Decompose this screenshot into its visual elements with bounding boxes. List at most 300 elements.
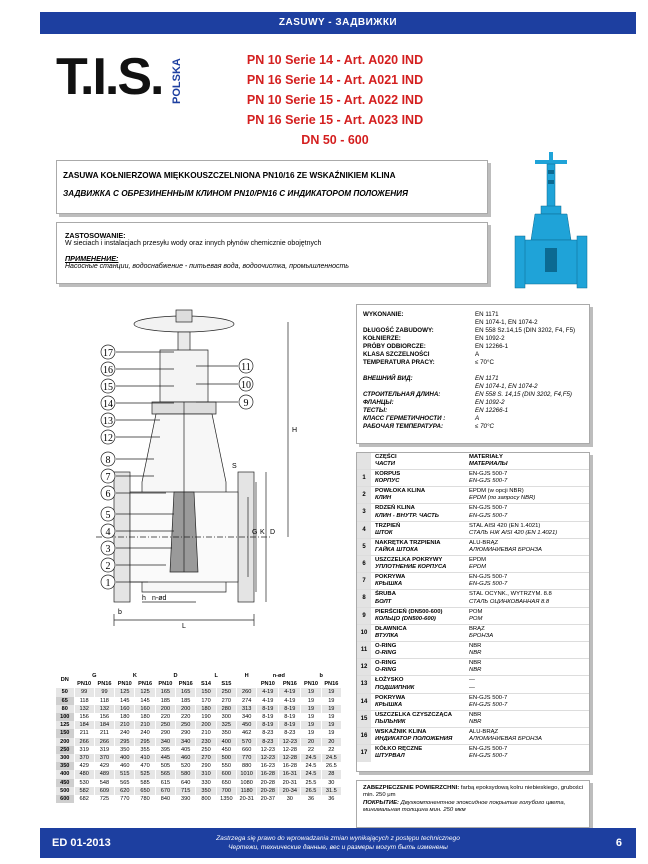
dim-cell: 16-23 [257,762,279,770]
part-name-ru: O-RING [375,667,397,674]
parts-row [357,521,589,539]
coating-heading-ru: ПОКРЫТИЕ: [363,799,399,806]
dn-cell: 65 [56,697,74,705]
parts-row [357,589,589,607]
dim-cell: 274 [237,697,257,705]
sub-header: PN16 [135,680,155,688]
part-number: 11 [357,642,371,659]
dim-cell: 8-19 [279,721,301,729]
dim-cell: 12-23 [257,754,279,762]
callout-8: 8 [105,455,111,466]
footer-note-ru: Чертежи, технические данные, вес и размеры могут быть изменены [228,844,448,851]
dim-cell: 340 [176,738,196,746]
material-pl: EN-GJS 500-7 [469,746,508,753]
dn-cell: 125 [56,721,74,729]
spec-row-ru: РАБОЧАЯ ТЕМПЕРАТУРА: ≤ 70°C [363,423,494,430]
part-name-pl: O-RING [375,660,397,667]
dim-cell: 20 [301,738,321,746]
part-name-pl: POKRYWA [375,694,406,701]
dim-cell: 505 [155,762,175,770]
company-logo [56,48,186,106]
spec-row-ru: EN 1074-1, EN 1074-2 [475,383,538,390]
dim-cell: 480 [74,770,94,778]
dim-cell: 19 [301,688,321,696]
dim-cell: 725 [94,795,114,803]
dim-cell: 12-28 [279,746,301,754]
callout-5: 5 [105,510,111,521]
material-pl: EN-GJS 500-7 [469,574,508,581]
spec-row: TEMPERATURA PRACY: ≤ 70°C [363,359,494,366]
logo-brand: T.I.S. [56,48,163,106]
spec-row-ru: ФЛАНЦЫ: EN 1092-2 [363,399,505,406]
material-pl: ALU-BRĄZ [469,729,499,735]
part-name-pl: POKRYWA [375,574,406,581]
material-pl: NBR [469,643,482,649]
sub-header: PN10 [74,680,94,688]
coating-text-pl: farbą epoksydową kolru niebieskiego, grubości min. 250 μm [363,785,583,799]
dim-cell: 184 [74,721,94,729]
callout-6: 6 [105,489,111,500]
dim-cell: 300 [216,713,236,721]
part-name-ru: ГАЙКА ШТОКА [375,547,419,553]
parts-row [357,503,589,521]
dim-cell: 165 [155,688,175,696]
dim-cell: 260 [237,688,257,696]
parts-row [357,572,589,590]
callout-1: 1 [105,578,111,589]
dn-cell: 500 [56,787,74,795]
dim-cell: 118 [94,697,114,705]
callout-16: 16 [103,365,113,376]
dim-cell: 19 [321,713,341,721]
dim-cell: 650 [135,787,155,795]
dim-cell: 400 [216,738,236,746]
dim-cell: 125 [115,688,135,696]
dim-cell: 12-23 [257,746,279,754]
material-ru: — [469,684,475,691]
dim-cell: 24.5 [301,754,321,762]
material-pl: EPDM [469,557,487,563]
dim-cell: 19 [321,729,341,737]
dim-cell: 350 [196,787,216,795]
dim-cell: 250 [216,688,236,696]
dim-cell: 450 [216,746,236,754]
part-number: 6 [357,556,371,573]
dim-cell: 8-23 [279,729,301,737]
dim-cell: 132 [74,705,94,713]
dim-cell: 266 [74,738,94,746]
section-title: ZASUWY - ЗАДВИЖКИ [40,12,636,34]
dim-cell: 211 [94,729,114,737]
callout-7: 7 [105,472,111,483]
dim-cell: 280 [216,705,236,713]
material-ru: NBR [469,719,482,725]
dim-cell: 19 [321,697,341,705]
part-name-ru: ШТУРВАЛ [375,753,405,760]
material-ru: POM [469,615,483,622]
parts-row [357,624,589,642]
dim-cell: 36 [321,795,341,803]
sub-header: S14 [196,680,216,688]
dim-cell: 8-19 [279,713,301,721]
part-number: 16 [357,728,371,745]
part-number: 1 [357,470,371,487]
dim-cell: 210 [196,729,216,737]
dim-cell: 670 [155,787,175,795]
dim-cell: 240 [115,729,135,737]
spec-row-ru: КЛАСС ГЕРМЕТИЧНОСТИ : A [363,415,480,422]
dn-cell: 150 [56,729,74,737]
part-name-pl: ŁOŻYSKO [375,677,404,684]
part-name-ru: БОЛТ [375,598,392,605]
dim-row [56,688,342,696]
part-name-pl: DŁAWNICA [375,625,407,632]
dim-cell: 290 [155,729,175,737]
dim-cell: 24.5 [321,754,341,762]
dim-cell: 290 [196,762,216,770]
material-ru: EN-GJS 500-7 [469,701,508,708]
part-name-ru: КЛИН - ВНУТР. ЧАСТЬ [375,512,439,519]
sub-header: PN10 [155,680,175,688]
material-ru: СТАЛЬ НЖ AISI 420 (EN 1.4021) [469,529,558,536]
callout-12: 12 [103,433,113,444]
application-heading-pl: ZASTOSOWANIE: [65,231,126,240]
dim-cell: 132 [94,705,114,713]
dim-cell: 325 [216,721,236,729]
spec-row: EN 1074-1, EN 1074-2 [475,319,538,326]
dim-cell: 240 [135,729,155,737]
parts-row [357,469,589,487]
dim-cell: 582 [74,787,94,795]
col-L: L [196,672,237,680]
part-number: 14 [357,694,371,711]
part-name-ru: КРЫШКА [375,701,403,708]
dim-cell: 429 [74,762,94,770]
dim-row [56,754,342,762]
part-name-ru: ИНДИКАТОР ПОЛОЖЕНИЯ [375,736,453,743]
dim-D: D [270,529,276,536]
part-name-ru: ПОДШИПНИК [375,684,415,691]
application-heading-ru: ПРИМЕНЕНИЕ: [65,254,119,263]
part-name-pl: RDZEŃ KLINA [375,505,415,512]
material-pl: POM [469,608,483,615]
dim-cell: 26.5 [301,787,321,795]
col-D: D [155,672,196,680]
material-pl: EN-GJS 500-7 [469,505,508,512]
dim-cell: 230 [196,738,216,746]
dim-cell: 470 [135,762,155,770]
material-ru: EN-GJS 500-7 [469,478,508,485]
specifications-box [356,304,590,444]
dim-cell: 520 [176,762,196,770]
dim-cell: 780 [135,795,155,803]
top-header [0,0,648,40]
dim-cell: 600 [216,770,236,778]
dim-S: S [232,463,237,470]
dim-cell: 19 [301,729,321,737]
dim-cell: 585 [135,779,155,787]
part-number: 10 [357,625,371,642]
part-number: 17 [357,745,371,762]
dim-cell: 211 [74,729,94,737]
dn-cell: 400 [56,770,74,778]
dim-cell: 370 [74,754,94,762]
part-name-ru: КОРПУС [375,478,400,485]
part-name-ru: КРЫШКА [375,581,403,588]
dim-cell: 460 [115,762,135,770]
material-pl: EN-GJS 500-7 [469,694,508,701]
dim-cell: 8-19 [257,705,279,713]
footer [40,828,636,858]
part-name-pl: TRZPIEŃ [375,522,401,529]
sub-header: PN16 [94,680,114,688]
part-name-ru: КЛИН [375,495,392,502]
part-name-pl: PIERŚCIEŃ (DN500-600) [375,608,443,615]
dim-row [56,713,342,721]
dim-cell: 160 [135,705,155,713]
dim-cell: 460 [176,754,196,762]
dim-cell: 800 [196,795,216,803]
dim-cell: 19 [301,697,321,705]
dim-cell: 170 [196,697,216,705]
dim-cell: 880 [237,762,257,770]
dim-cell: 36 [301,795,321,803]
material-ru: АЛЮМИНИЕВАЯ БРОНЗА [469,547,542,553]
parts-row [357,555,589,573]
dim-cell: 462 [237,729,257,737]
callout-10: 10 [241,380,251,391]
dim-cell: 156 [74,713,94,721]
dim-cell: 28 [321,770,341,778]
dim-cell: 19 [301,705,321,713]
callout-14: 14 [103,399,113,410]
dim-cell: 200 [196,721,216,729]
dim-cell: 156 [94,713,114,721]
sub-header: PN16 [321,680,341,688]
application-text-pl: W sieciach i instalacjach przesyłu wody oraz innych płynów chemicznie obojętnych [65,240,322,247]
dim-cell: 319 [94,746,114,754]
dim-G: G [252,529,258,536]
material-pl: NBR [469,660,482,667]
dim-cell: 30 [279,795,301,803]
dn-cell: 250 [56,746,74,754]
part-name-pl: USZCZELKA CZYSZCZĄCA [375,711,453,718]
dim-cell: 355 [135,746,155,754]
sub-header: PN16 [176,680,196,688]
description-pl: ZASUWA KOŁNIERZOWA MIĘKKOUSZCZELNIONA PN10/16 ZE WSKAŹNIKIEM KLINA [63,171,396,180]
parts-row [357,675,589,693]
material-pl: STAL AISI 420 (EN 1.4021) [469,522,541,529]
dim-b: b [118,609,122,616]
spec-row: KLASA SZCZELNOŚCI A [363,351,480,358]
dim-cell: 370 [94,754,114,762]
col-K: K [115,672,156,680]
dim-cell: 24.5 [301,770,321,778]
callout-4: 4 [105,527,111,538]
dim-cell: 340 [237,713,257,721]
dn-cell: 80 [56,705,74,713]
part-number: 13 [357,676,371,693]
parts-materials-table [356,452,590,772]
dim-cell: 682 [74,795,94,803]
part-name-pl: O-RING [375,643,397,649]
dim-cell: 4-19 [257,697,279,705]
title-line-1: PN 10 Serie 14 - Art. A020 IND [246,53,424,67]
part-number: 9 [357,608,371,625]
dim-cell: 410 [135,754,155,762]
dim-cell: 580 [176,770,196,778]
spec-row: DŁUGOŚĆ ZABUDOWY: EN 558 Sz.14,15 (DIN 3202, F4, F5) [363,327,576,334]
dim-cell: 145 [115,697,135,705]
title-line-4: PN 16 Serie 15 - Art. A023 IND [246,113,424,127]
spec-row: KOŁNIERZE: EN 1092-2 [363,335,505,342]
parts-row [357,710,589,728]
dim-cell: 400 [115,754,135,762]
dim-cell: 22 [301,746,321,754]
footer-note-pl: Zastrzega się prawo do wprowadzania zmian wynikających z postępu technicznego [216,835,460,842]
part-name-ru: ШТОК [375,529,393,536]
part-name-pl: POWŁOKA KLINA [375,488,426,495]
spec-row: PRÓBY ODBIORCZE: EN 12266-1 [363,343,509,350]
part-name-ru: O-RING [375,650,397,657]
part-name-pl: KORPUS [375,471,401,477]
callout-11: 11 [241,362,251,373]
svg-text:POLSKA: POLSKA [171,58,183,104]
material-ru: NBR [469,650,482,657]
dim-cell: 565 [155,770,175,778]
parts-row [357,693,589,711]
parts-row [357,658,589,676]
edition: ED 01-2013 [52,837,111,849]
dim-cell: 200 [155,705,175,713]
page-number: 6 [615,837,622,849]
spec-row: WYKONANIE: EN 1171 [363,311,499,318]
dim-cell: 30 [321,779,341,787]
dim-cell: 20-28 [257,779,279,787]
callout-13: 13 [103,416,113,427]
part-name-ru: УПЛОТНЕНИЕ КОРПУСА [375,564,447,571]
dim-cell: 390 [176,795,196,803]
dim-cell: 8-19 [279,705,301,713]
dim-cell: 99 [94,688,114,696]
description-ru: ЗАДВИЖКА С ОБРЕЗИНЕННЫМ КЛИНОМ PN10/PN16 С ИНДИКАТОРОМ ПОЛОЖЕНИЯ [63,189,408,198]
dim-cell: 12-23 [279,738,301,746]
dn-cell: 200 [56,738,74,746]
spec-row-ru: СТРОИТЕЛЬНАЯ ДЛИНА: EN 558 S. 14,15 (DIN 3202, F4,F5) [363,391,572,398]
dim-cell: 180 [196,705,216,713]
dim-cell: 295 [115,738,135,746]
callout-17: 17 [103,348,113,359]
part-number: 5 [357,539,371,556]
dim-cell: 8-23 [257,729,279,737]
dim-cell: 20-34 [279,787,301,795]
dim-cell: 770 [237,754,257,762]
dim-cell: 150 [196,688,216,696]
dim-cell: 185 [176,697,196,705]
dim-cell: 609 [94,787,114,795]
title-line-2: PN 16 Serie 14 - Art. A021 IND [246,73,424,87]
dim-cell: 16-31 [279,770,301,778]
dim-cell: 250 [196,746,216,754]
dim-cell: 770 [115,795,135,803]
title-line-3: PN 10 Serie 15 - Art. A022 IND [246,93,424,107]
dim-H: H [292,427,298,434]
dim-cell: 313 [237,705,257,713]
dim-row [56,787,342,795]
sub-header [237,680,257,688]
col-b: b [301,672,342,680]
material-ru: NBR [469,667,482,674]
dim-cell: 20 [321,738,341,746]
parts-row [357,486,589,504]
dim-cell: 660 [237,746,257,754]
logo-polska-mark [166,48,186,106]
technical-drawing [56,302,342,670]
dim-L: L [182,623,186,630]
dim-cell: 24.5 [301,762,321,770]
spec-row-ru: ТЕСТЫ: EN 12266-1 [363,407,509,414]
dim-cell: 19 [301,713,321,721]
product-titles [200,50,470,150]
sub-header: PN10 [257,680,279,688]
material-ru: БРОНЗА [469,633,494,639]
dim-cell: 840 [155,795,175,803]
material-pl: ALU-BRĄZ [469,539,499,546]
dim-row [56,762,342,770]
dim-cell: 8-19 [257,721,279,729]
application-box [56,222,488,284]
dim-cell: 445 [155,754,175,762]
dim-cell: 16-28 [279,762,301,770]
parts-header: CZĘŚCI ЧАСТИ MATERIAŁY МАТЕРИАЛЫ [357,453,589,469]
material-ru: СТАЛЬ ОЦИНКОВАННАЯ 8.8 [469,598,550,605]
col-nod: n-ød [257,672,301,680]
parts-row [357,744,589,762]
dim-row [56,738,342,746]
material-pl: EN-GJS 500-7 [469,471,508,477]
dim-row [56,697,342,705]
dim-cell: 450 [237,721,257,729]
dim-cell: 429 [94,762,114,770]
dim-cell: 548 [94,779,114,787]
dim-cell: 184 [94,721,114,729]
dim-cell: 1350 [216,795,236,803]
dim-row [56,746,342,754]
dim-row [56,770,342,778]
dim-cell: 319 [74,746,94,754]
dim-cell: 350 [216,729,236,737]
dim-cell: 145 [135,697,155,705]
material-ru: EPDM (по запросу NBR) [469,495,536,502]
dim-cell: 12-28 [279,754,301,762]
dim-cell: 19 [321,721,341,729]
dn-cell: 50 [56,688,74,696]
description-box [56,160,488,214]
dim-cell: 700 [216,787,236,795]
sub-header: PN10 [115,680,135,688]
dim-cell: 270 [216,697,236,705]
material-pl: STAL OCYNK., WYTRZYM. 8.8 [469,591,552,598]
dn-cell: 300 [56,754,74,762]
dim-cell: 295 [135,738,155,746]
dim-cell: 118 [74,697,94,705]
part-number: 3 [357,504,371,521]
dim-K: K [260,529,265,536]
part-number: 8 [357,590,371,607]
dim-cell: 20-37 [257,795,279,803]
dim-cell: 25.5 [301,779,321,787]
dim-cell: 615 [155,779,175,787]
